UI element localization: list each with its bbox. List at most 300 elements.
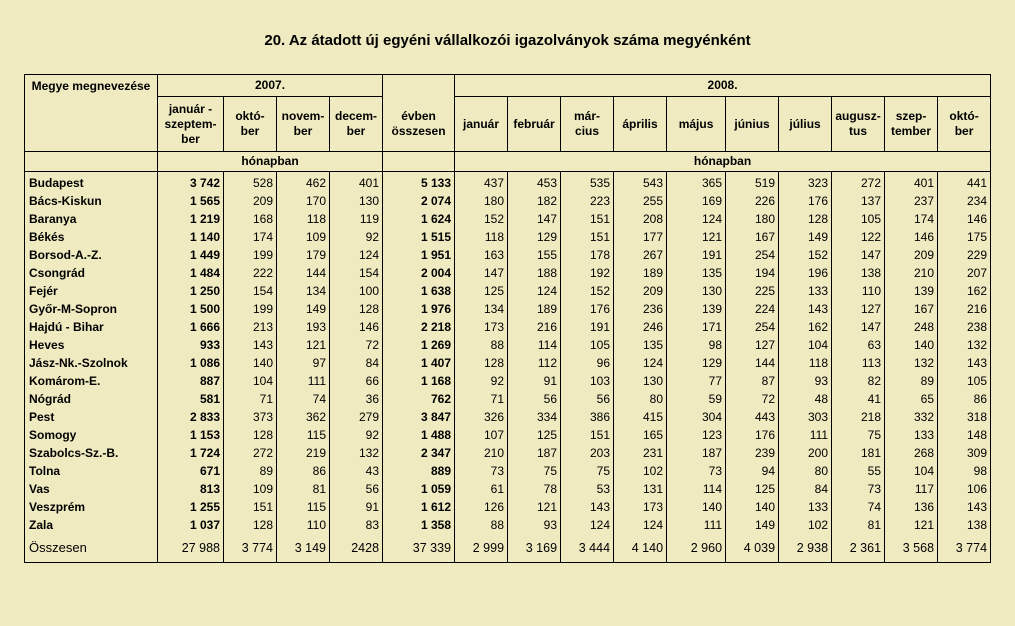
value-cell-2007: 100 [330, 282, 383, 300]
data-table [24, 74, 1015, 563]
value-cell-2008: 84 [779, 480, 832, 498]
value-cell-2008: 268 [885, 444, 938, 462]
value-cell-2008: 535 [561, 172, 614, 193]
table-row [25, 282, 1015, 300]
value-cell-2008: 272 [832, 172, 885, 193]
value-cell-2008: 4 140 [614, 534, 667, 563]
value-cell-2008: 163 [455, 246, 508, 264]
value-cell-2008: 152 [779, 246, 832, 264]
value-cell-2008: 72 [726, 390, 779, 408]
value-cell-2007: 121 [277, 336, 330, 354]
year-total-header: évben összesen [383, 97, 455, 152]
value-cell-2008: 63 [832, 336, 885, 354]
county-name: Pest [25, 408, 158, 426]
value-cell-2008: 71 [455, 390, 508, 408]
value-cell-2008: 209 [885, 246, 938, 264]
value-cell-2007: 3 742 [158, 172, 224, 193]
value-cell-2008: 182 [508, 192, 561, 210]
value-cell-2007: 92 [330, 426, 383, 444]
value-cell-2008: 137 [832, 192, 885, 210]
value-cell-2008: 173 [455, 318, 508, 336]
value-cell-2008: 309 [938, 444, 991, 462]
value-cell-2008: 192 [561, 264, 614, 282]
value-cell-2008: 98 [938, 462, 991, 480]
value-cell-2008: 209 [614, 282, 667, 300]
value-cell-2007: 71 [224, 390, 277, 408]
value-cell-2008: 147 [832, 318, 885, 336]
year-2008-header: 2008. [455, 75, 991, 97]
value-cell-2008: 80 [779, 462, 832, 480]
value-cell-2008: 128 [455, 354, 508, 372]
value-cell-2008: 3 169 [508, 534, 561, 563]
value-cell-2008: 129 [667, 354, 726, 372]
value-cell-2008: 130 [614, 372, 667, 390]
table-row [25, 264, 1015, 282]
value-cell-2008: 124 [614, 516, 667, 534]
value-cell-2007: 86 [277, 462, 330, 480]
value-cell-2008: 96 [561, 354, 614, 372]
value-cell-2007: 1 565 [158, 192, 224, 210]
value-cell-2008: 136 [885, 498, 938, 516]
value-cell-2008: 80 [614, 390, 667, 408]
value-cell-2008: 176 [726, 426, 779, 444]
value-cell-2008: 48 [779, 390, 832, 408]
value-cell-2007: 132 [330, 444, 383, 462]
value-cell-2008: 121 [667, 228, 726, 246]
value-cell-2008: 124 [561, 516, 614, 534]
value-cell-2008: 118 [455, 228, 508, 246]
value-cell-2007: 146 [330, 318, 383, 336]
value-cell-2008: 139 [667, 300, 726, 318]
month-header-2008: július [779, 97, 832, 152]
value-cell-2007: 134 [277, 282, 330, 300]
value-cell-2008: 111 [779, 426, 832, 444]
month-header-2008: már-cius [561, 97, 614, 152]
value-cell-2008: 94 [726, 462, 779, 480]
value-cell-2007: 1 666 [158, 318, 224, 336]
value-cell-2008: 246 [614, 318, 667, 336]
year-total-cell: 37 339 [383, 534, 455, 563]
value-cell-2008: 81 [832, 516, 885, 534]
value-cell-2007: 43 [330, 462, 383, 480]
value-cell-2008: 140 [726, 498, 779, 516]
year-total-cell: 1 951 [383, 246, 455, 264]
value-cell-2007: 83 [330, 516, 383, 534]
value-cell-2008: 107 [455, 426, 508, 444]
value-cell-2007: 1 255 [158, 498, 224, 516]
value-cell-2007: 144 [277, 264, 330, 282]
value-cell-2008: 75 [508, 462, 561, 480]
value-cell-2008: 125 [508, 426, 561, 444]
month-header-2007: novem-ber [277, 97, 330, 152]
value-cell-2008: 171 [667, 318, 726, 336]
value-cell-2008: 102 [779, 516, 832, 534]
year-total-cell: 1 269 [383, 336, 455, 354]
value-cell-2007: 193 [277, 318, 330, 336]
value-cell-2007: 109 [224, 480, 277, 498]
value-cell-2007: 219 [277, 444, 330, 462]
county-name: Szabolcs-Sz.-B. [25, 444, 158, 462]
unit-label-2007: hónapban [158, 152, 383, 172]
blank-cell [383, 75, 455, 97]
value-cell-2008: 187 [667, 444, 726, 462]
value-cell-2007: 115 [277, 426, 330, 444]
value-cell-2008: 216 [508, 318, 561, 336]
page-title: 20. Az átadott új egyéni vállalkozói igazolványok száma megyénként [264, 32, 751, 49]
value-cell-2008: 147 [508, 210, 561, 228]
value-cell-2008: 121 [885, 516, 938, 534]
month-header-2008: április [614, 97, 667, 152]
value-cell-2008: 41 [832, 390, 885, 408]
table-row [25, 516, 1015, 534]
value-cell-2007: 168 [224, 210, 277, 228]
value-cell-2008: 2 361 [832, 534, 885, 563]
value-cell-2008: 224 [726, 300, 779, 318]
value-cell-2008: 149 [779, 228, 832, 246]
value-cell-2008: 151 [561, 210, 614, 228]
value-cell-2008: 318 [938, 408, 991, 426]
value-cell-2008: 113 [832, 354, 885, 372]
value-cell-2008: 165 [614, 426, 667, 444]
value-cell-2008: 102 [614, 462, 667, 480]
value-cell-2008: 146 [885, 228, 938, 246]
year-total-cell: 1 624 [383, 210, 455, 228]
year-2007-header: 2007. [158, 75, 383, 97]
table-row [25, 228, 1015, 246]
value-cell-2007: 151 [224, 498, 277, 516]
value-cell-2008: 124 [614, 354, 667, 372]
value-cell-2007: 581 [158, 390, 224, 408]
year-total-cell: 762 [383, 390, 455, 408]
value-cell-2008: 125 [726, 480, 779, 498]
value-cell-2008: 143 [938, 498, 991, 516]
value-cell-2008: 3 444 [561, 534, 614, 563]
value-cell-2007: 128 [224, 516, 277, 534]
value-cell-2008: 55 [832, 462, 885, 480]
value-cell-2008: 255 [614, 192, 667, 210]
value-cell-2007: 209 [224, 192, 277, 210]
county-name: Győr-M-Sopron [25, 300, 158, 318]
value-cell-2007: 179 [277, 246, 330, 264]
value-cell-2007: 92 [330, 228, 383, 246]
value-cell-2007: 174 [224, 228, 277, 246]
value-cell-2008: 148 [938, 426, 991, 444]
value-cell-2008: 134 [455, 300, 508, 318]
value-cell-2008: 73 [455, 462, 508, 480]
county-name: Tolna [25, 462, 158, 480]
value-cell-2008: 173 [614, 498, 667, 516]
month-header-2008: augusz-tus [832, 97, 885, 152]
county-name: Bács-Kiskun [25, 192, 158, 210]
county-name: Veszprém [25, 498, 158, 516]
unit-label-2008: hónapban [455, 152, 991, 172]
value-cell-2008: 365 [667, 172, 726, 193]
value-cell-2008: 203 [561, 444, 614, 462]
value-cell-2008: 91 [508, 372, 561, 390]
value-cell-2008: 125 [455, 282, 508, 300]
value-cell-2008: 207 [938, 264, 991, 282]
value-cell-2008: 191 [561, 318, 614, 336]
value-cell-2008: 239 [726, 444, 779, 462]
value-cell-2008: 73 [667, 462, 726, 480]
year-total-cell: 1 515 [383, 228, 455, 246]
value-cell-2008: 146 [938, 210, 991, 228]
value-cell-2008: 59 [667, 390, 726, 408]
value-cell-2007: 2428 [330, 534, 383, 563]
value-cell-2008: 415 [614, 408, 667, 426]
value-cell-2008: 117 [885, 480, 938, 498]
value-cell-2008: 77 [667, 372, 726, 390]
table-row [25, 444, 1015, 462]
value-cell-2008: 75 [832, 426, 885, 444]
value-cell-2007: 279 [330, 408, 383, 426]
value-cell-2008: 189 [508, 300, 561, 318]
value-cell-2008: 123 [667, 426, 726, 444]
county-name: Somogy [25, 426, 158, 444]
month-header-2007: októ-ber [224, 97, 277, 152]
value-cell-2008: 131 [614, 480, 667, 498]
value-cell-2008: 248 [885, 318, 938, 336]
year-total-cell: 1 612 [383, 498, 455, 516]
year-total-cell: 1 488 [383, 426, 455, 444]
value-cell-2008: 208 [614, 210, 667, 228]
value-cell-2008: 130 [667, 282, 726, 300]
value-cell-2007: 2 833 [158, 408, 224, 426]
value-cell-2007: 111 [277, 372, 330, 390]
value-cell-2008: 143 [938, 354, 991, 372]
value-cell-2008: 93 [779, 372, 832, 390]
value-cell-2008: 304 [667, 408, 726, 426]
year-total-cell: 1 059 [383, 480, 455, 498]
value-cell-2008: 453 [508, 172, 561, 193]
table-row [25, 192, 1015, 210]
value-cell-2008: 519 [726, 172, 779, 193]
total-row [25, 534, 1015, 563]
value-cell-2008: 200 [779, 444, 832, 462]
value-cell-2008: 133 [779, 282, 832, 300]
value-cell-2008: 133 [779, 498, 832, 516]
value-cell-2007: 813 [158, 480, 224, 498]
value-cell-2008: 216 [938, 300, 991, 318]
value-cell-2008: 53 [561, 480, 614, 498]
value-cell-2007: 1 153 [158, 426, 224, 444]
value-cell-2007: 109 [277, 228, 330, 246]
year-total-cell: 1 407 [383, 354, 455, 372]
value-cell-2008: 2 938 [779, 534, 832, 563]
value-cell-2008: 105 [938, 372, 991, 390]
value-cell-2008: 174 [885, 210, 938, 228]
value-cell-2008: 3 568 [885, 534, 938, 563]
value-cell-2008: 254 [726, 246, 779, 264]
value-cell-2007: 81 [277, 480, 330, 498]
value-cell-2007: 72 [330, 336, 383, 354]
table-row [25, 426, 1015, 444]
table-row [25, 480, 1015, 498]
value-cell-2007: 154 [224, 282, 277, 300]
table-row [25, 498, 1015, 516]
table-row [25, 246, 1015, 264]
year-total-cell: 2 347 [383, 444, 455, 462]
value-cell-2007: 462 [277, 172, 330, 193]
value-cell-2008: 303 [779, 408, 832, 426]
month-header-2007: decem-ber [330, 97, 383, 152]
value-cell-2008: 104 [779, 336, 832, 354]
county-name: Jász-Nk.-Szolnok [25, 354, 158, 372]
value-cell-2008: 175 [938, 228, 991, 246]
value-cell-2007: 56 [330, 480, 383, 498]
value-cell-2007: 97 [277, 354, 330, 372]
year-total-cell: 1 976 [383, 300, 455, 318]
value-cell-2008: 151 [561, 426, 614, 444]
county-name: Összesen [25, 534, 158, 563]
county-name: Csongrád [25, 264, 158, 282]
county-name: Hajdú - Bihar [25, 318, 158, 336]
value-cell-2008: 443 [726, 408, 779, 426]
county-name: Békés [25, 228, 158, 246]
value-cell-2008: 441 [938, 172, 991, 193]
value-cell-2008: 210 [455, 444, 508, 462]
month-header-2008: június [726, 97, 779, 152]
value-cell-2007: 84 [330, 354, 383, 372]
value-cell-2007: 118 [277, 210, 330, 228]
value-cell-2008: 111 [667, 516, 726, 534]
value-cell-2007: 110 [277, 516, 330, 534]
county-name: Borsod-A.-Z. [25, 246, 158, 264]
value-cell-2008: 128 [779, 210, 832, 228]
value-cell-2008: 191 [667, 246, 726, 264]
value-cell-2008: 218 [832, 408, 885, 426]
value-cell-2007: 128 [224, 426, 277, 444]
year-total-cell: 1 638 [383, 282, 455, 300]
value-cell-2008: 138 [832, 264, 885, 282]
table-row [25, 354, 1015, 372]
value-cell-2007: 128 [330, 300, 383, 318]
value-cell-2008: 78 [508, 480, 561, 498]
value-cell-2008: 106 [938, 480, 991, 498]
value-cell-2008: 103 [561, 372, 614, 390]
year-total-cell: 2 004 [383, 264, 455, 282]
year-total-cell: 1 358 [383, 516, 455, 534]
value-cell-2007: 199 [224, 246, 277, 264]
value-cell-2008: 223 [561, 192, 614, 210]
value-cell-2008: 210 [885, 264, 938, 282]
value-cell-2007: 104 [224, 372, 277, 390]
value-cell-2008: 237 [885, 192, 938, 210]
county-name: Heves [25, 336, 158, 354]
value-cell-2008: 129 [508, 228, 561, 246]
value-cell-2008: 105 [832, 210, 885, 228]
month-header-2008: május [667, 97, 726, 152]
value-cell-2007: 213 [224, 318, 277, 336]
value-cell-2008: 162 [938, 282, 991, 300]
value-cell-2008: 138 [938, 516, 991, 534]
value-cell-2008: 127 [726, 336, 779, 354]
value-cell-2008: 180 [455, 192, 508, 210]
value-cell-2008: 169 [667, 192, 726, 210]
value-cell-2008: 132 [885, 354, 938, 372]
value-cell-2008: 180 [726, 210, 779, 228]
value-cell-2008: 332 [885, 408, 938, 426]
year-total-cell: 2 074 [383, 192, 455, 210]
value-cell-2008: 88 [455, 336, 508, 354]
value-cell-2008: 105 [561, 336, 614, 354]
value-cell-2007: 222 [224, 264, 277, 282]
value-cell-2008: 74 [832, 498, 885, 516]
county-name: Vas [25, 480, 158, 498]
value-cell-2008: 133 [885, 426, 938, 444]
year-total-cell: 3 847 [383, 408, 455, 426]
value-cell-2008: 127 [832, 300, 885, 318]
value-cell-2008: 234 [938, 192, 991, 210]
value-cell-2007: 74 [277, 390, 330, 408]
value-cell-2007: 115 [277, 498, 330, 516]
value-cell-2008: 225 [726, 282, 779, 300]
value-cell-2008: 236 [614, 300, 667, 318]
value-cell-2007: 124 [330, 246, 383, 264]
table-row [25, 172, 1015, 193]
value-cell-2008: 167 [726, 228, 779, 246]
table-row [25, 318, 1015, 336]
value-cell-2008: 254 [726, 318, 779, 336]
value-cell-2008: 181 [832, 444, 885, 462]
value-cell-2008: 132 [938, 336, 991, 354]
value-cell-2008: 110 [832, 282, 885, 300]
value-cell-2008: 118 [779, 354, 832, 372]
value-cell-2007: 272 [224, 444, 277, 462]
value-cell-2008: 147 [832, 246, 885, 264]
value-cell-2007: 1 250 [158, 282, 224, 300]
value-cell-2008: 92 [455, 372, 508, 390]
value-cell-2007: 1 086 [158, 354, 224, 372]
value-cell-2007: 362 [277, 408, 330, 426]
value-cell-2008: 56 [561, 390, 614, 408]
value-cell-2008: 147 [455, 264, 508, 282]
value-cell-2007: 401 [330, 172, 383, 193]
value-cell-2007: 1 219 [158, 210, 224, 228]
value-cell-2008: 104 [885, 462, 938, 480]
value-cell-2008: 88 [455, 516, 508, 534]
value-cell-2008: 98 [667, 336, 726, 354]
value-cell-2007: 27 988 [158, 534, 224, 563]
value-cell-2008: 135 [667, 264, 726, 282]
value-cell-2008: 124 [667, 210, 726, 228]
value-cell-2007: 671 [158, 462, 224, 480]
value-cell-2008: 151 [561, 228, 614, 246]
value-cell-2008: 152 [455, 210, 508, 228]
value-cell-2008: 386 [561, 408, 614, 426]
value-cell-2008: 229 [938, 246, 991, 264]
value-cell-2008: 87 [726, 372, 779, 390]
value-cell-2008: 139 [885, 282, 938, 300]
value-cell-2008: 143 [561, 498, 614, 516]
value-cell-2008: 152 [561, 282, 614, 300]
value-cell-2008: 143 [779, 300, 832, 318]
value-cell-2007: 149 [277, 300, 330, 318]
value-cell-2008: 82 [832, 372, 885, 390]
value-cell-2007: 528 [224, 172, 277, 193]
table-row [25, 336, 1015, 354]
value-cell-2007: 130 [330, 192, 383, 210]
value-cell-2008: 112 [508, 354, 561, 372]
value-cell-2007: 1 449 [158, 246, 224, 264]
year-total-cell: 5 133 [383, 172, 455, 193]
value-cell-2008: 86 [938, 390, 991, 408]
value-cell-2008: 4 039 [726, 534, 779, 563]
table-row [25, 300, 1015, 318]
value-cell-2008: 140 [667, 498, 726, 516]
table-row [25, 462, 1015, 480]
value-cell-2007: 89 [224, 462, 277, 480]
